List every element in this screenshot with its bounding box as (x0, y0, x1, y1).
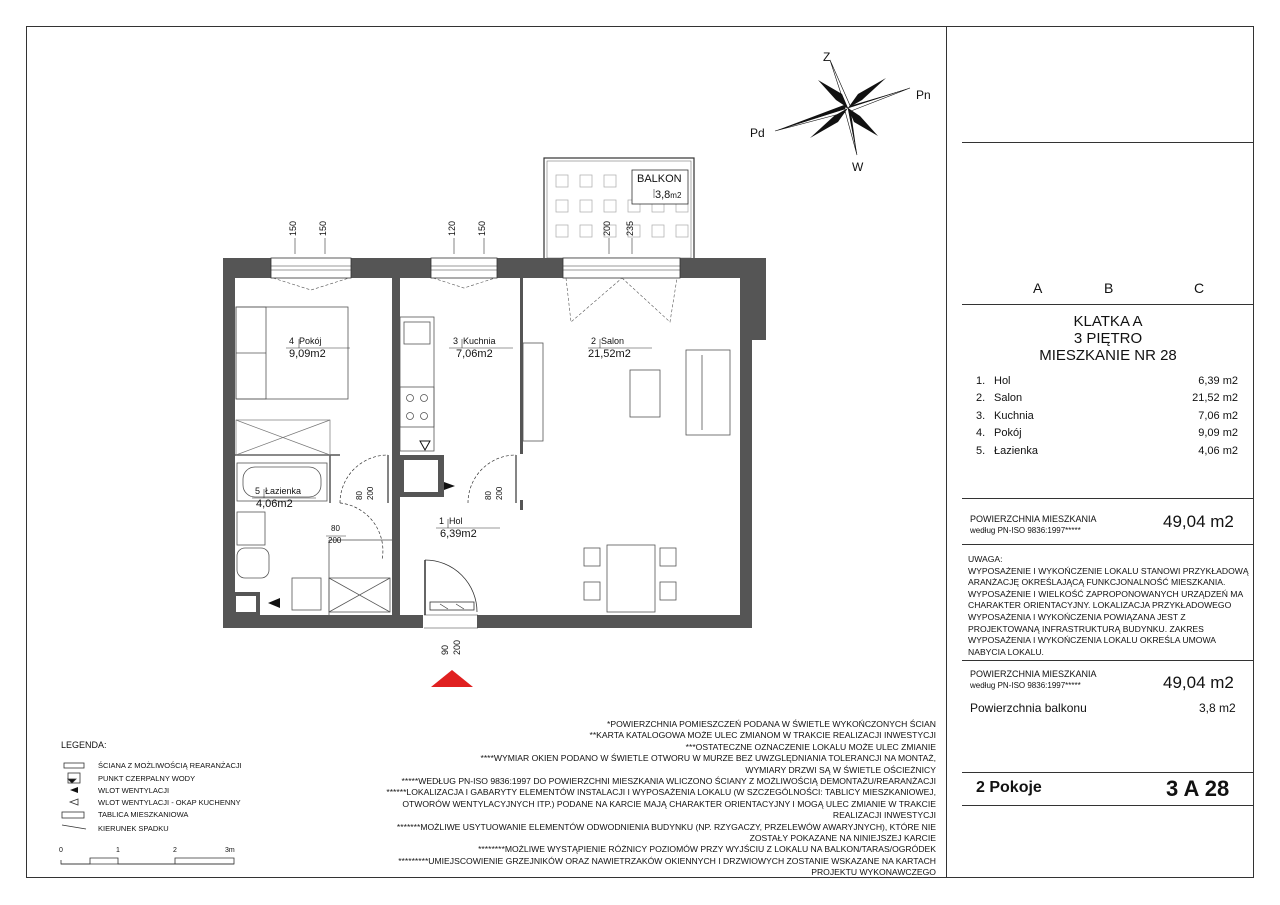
room-label-hol: 1 Hol (439, 516, 463, 526)
list-item: 2. Salon 21,52 m2 (976, 392, 1238, 405)
footnotes: *POWIERZCHNIA POMIESZCZEŃ PODANA W ŚWIETLE WYKOŃCZONYCH ŚCIAN **KARTA KATALOGOWA MOŻE ULEC ZMIANOM W TRAKCIE REALIZACJI INWESTYCJI ***OSTATECZNE OZNACZENIE LOKALU MOŻE ULEC ZMIANIE ****WYMIAR OKIEN PODANO W ŚWIETLE OTWORU W MURZE BEZ UWZGLĘDNIANIA TOLERANCJI NA MONTAŻ, WYMIARY DRZWI SĄ W ŚWIETLE OŚCIEŻNICY *****WEDŁUG PN-ISO 9836:1997 DO POWIERZCHNI MIESZKANIA WLICZONO ŚCIANY Z MOŻLIWOŚCIĄ DEMONTAŻU/REARANŻACJI ******LOKALIZACJA I GABARYTY ELEMENTÓW INSTALACJI I WYPOSAŻENIA LOKALU (W SZCZEGÓLNOŚCI: TABLICY MIESZKANIOWEJ, OTWORÓW WENTYLACYJNYCH ITP.) PODANE NA KARCIE MAJĄ CHARAKTER ORIENTACYJNY I MOGĄ ULEC ZMIANIE W TRAKCIE REALIZACJI INWESTYCJI *******MOŻLIWE USYTUOWANIE ELEMENTÓW ODWODNIENIA BUDYNKU (NP. RZYGACZY, PRZELEWÓW AWARYJNYCH), KTÓRE NIE ZOSTAŁY POKAZANE NA NINIEJSZEJ KARCIE ********MOŻLIWE WYSTĄPIENIE RÓŻNICY POZIOMÓW PRZY WYJŚCIU Z LOKALU NA BALKON/TARAS/OGRÓDEK *********UMIEJSCOWIENIE GRZEJNIKÓW ORAZ NAWIETRZAKÓW OKIENNYCH I DRZWIOWYCH ZOSTANIE WSKAZANE NA KARTACH PROJEKTU WYKONAWCZEGO (386, 719, 936, 878)
room-label-lazienka: 5 Łazienka (255, 486, 302, 496)
entry-door (424, 560, 478, 628)
legend-item: WLOT WENTYLACJI (98, 786, 170, 795)
balcony-area-label: Powierzchnia balkonu (970, 701, 1087, 715)
dim-door-2a: 80 (484, 491, 493, 500)
scale-label-3: 3m (225, 847, 235, 854)
scale-label-2: 2 (173, 847, 177, 854)
separator (962, 142, 1254, 143)
dim-door-1b: 200 (366, 486, 375, 500)
dim-door-2b: 200 (495, 486, 504, 500)
total-area-label: POWIERZCHNIA MIESZKANIA (970, 514, 1097, 524)
dim-window-2a: 120 (447, 220, 457, 236)
list-item: 4. Pokój 9,09 m2 (976, 427, 1238, 440)
room-label-kuchnia: 3 Kuchnia (453, 336, 496, 346)
legend-item: PUNKT CZERPALNY WODY (98, 774, 196, 783)
compass-east-label: Pn (916, 88, 931, 102)
list-item: 5. Łazienka 4,06 m2 (976, 444, 1238, 457)
scale-bar (61, 858, 234, 864)
salon-furniture (523, 343, 730, 612)
dim-window-1a: 150 (288, 220, 298, 236)
room-count: 2 Pokoje (976, 779, 1042, 796)
note-box: UWAGA: WYPOSAŻENIE I WYKOŃCZENIE LOKALU STANOWI PRZYKŁADOWĄ ARANŻACJĘ OKREŚLAJĄCĄ FUNKCJONALNOŚĆ MIESZKANIA. WYPOSAŻENIE I WIELKOŚĆ ZAPROPONOWANYCH URZĄDZEŃ MA CHARAKTER ORIENTACYJNY. LOKALIZACJA PRZYKŁADOWEGO WYPOSAŻENIA I WYKOŃCZENIA POWIĄZANA JEST Z PROJEKTOWANĄ INFRASTRUKTURĄ BUDYNKU. ZAKRES WYPOSAŻENIA I WYKOŃCZENIA LOKALU OKREŚLA UMOWA NABYCIA LOKALU. (968, 554, 1249, 657)
apartment-code: 3 A 28 (1166, 776, 1230, 801)
dim-entry-b: 200 (452, 639, 462, 655)
total-area-value: 49,04 m2 (1163, 512, 1234, 531)
total-area-sub: według PN-ISO 9836:1997***** (970, 526, 1081, 535)
entrance-marker (431, 670, 473, 687)
keyplan-label-a: A (1033, 280, 1043, 296)
dim-entry-a: 90 (440, 644, 450, 655)
balcony-area-value: 3,8 m2 (1199, 701, 1236, 715)
legend-title: LEGENDA: (61, 740, 107, 750)
keyplan-label-c: C (1194, 280, 1205, 296)
balcony-area: 3,8m2 (655, 189, 682, 201)
compass-west-label: Pd (750, 126, 765, 140)
dim-bathdoor-a: 80 (331, 524, 340, 533)
panel-divider (946, 26, 947, 878)
separator (962, 805, 1254, 806)
legend-icons (62, 763, 86, 829)
dim-bathdoor-b: 200 (328, 536, 342, 545)
vent-shaft (404, 460, 438, 492)
keyplan-label-b: B (1104, 280, 1114, 296)
walls (223, 258, 766, 628)
kitchen-counter (400, 317, 434, 451)
room-area-pokoj: 9,09m2 (289, 348, 326, 360)
total-area-value-2: 49,04 m2 (1163, 673, 1234, 692)
legend-item: ŚCIANA Z MOŻLIWOŚCIĄ REARANŻACJI (98, 761, 242, 770)
dim-window-1b: 150 (318, 220, 328, 236)
compass-rose-icon (775, 60, 910, 155)
total-area-sub-2: według PN-ISO 9836:1997***** (970, 681, 1081, 690)
wardrobe (236, 420, 330, 455)
legend-item: KIERUNEK SPADKU (98, 824, 169, 833)
separator (962, 772, 1254, 773)
compass-south-label: W (852, 160, 864, 174)
legend-item: WLOT WENTYLACJI - OKAP KUCHENNY (98, 798, 241, 807)
room-area-lazienka: 4,06m2 (256, 498, 293, 510)
dim-window-3a: 200 (602, 220, 612, 236)
separator (962, 660, 1254, 661)
header-mieszkanie: MIESZKANIE NR 28 (1039, 347, 1177, 364)
legend-item: TABLICA MIESZKANIOWA (98, 810, 189, 819)
separator (962, 304, 1254, 305)
dim-door-1a: 80 (355, 491, 364, 500)
header-pietro: 3 PIĘTRO (1073, 330, 1143, 347)
dim-window-3b: 235 (625, 220, 635, 236)
compass-north-label: Z (823, 50, 831, 64)
dim-window-2b: 150 (477, 220, 487, 236)
header-klatka: KLATKA A (1073, 313, 1143, 330)
separator (962, 544, 1254, 545)
balcony-label: BALKON (637, 173, 682, 185)
room-area-kuchnia: 7,06m2 (456, 348, 493, 360)
scale-label-0: 0 (59, 847, 63, 854)
room-label-pokoj: 4 Pokój (289, 336, 322, 346)
windows (271, 258, 680, 278)
list-item: 1. Hol 6,39 m2 (976, 374, 1238, 387)
room-area-hol: 6,39m2 (440, 528, 477, 540)
list-item: 3. Kuchnia 7,06 m2 (976, 409, 1238, 422)
room-area-salon: 21,52m2 (588, 348, 631, 360)
separator (962, 498, 1254, 499)
total-area-label-2: POWIERZCHNIA MIESZKANIA (970, 669, 1097, 679)
room-list (976, 372, 1238, 460)
scale-label-1: 1 (116, 847, 120, 854)
room-label-salon: 2 Salon (591, 336, 625, 346)
